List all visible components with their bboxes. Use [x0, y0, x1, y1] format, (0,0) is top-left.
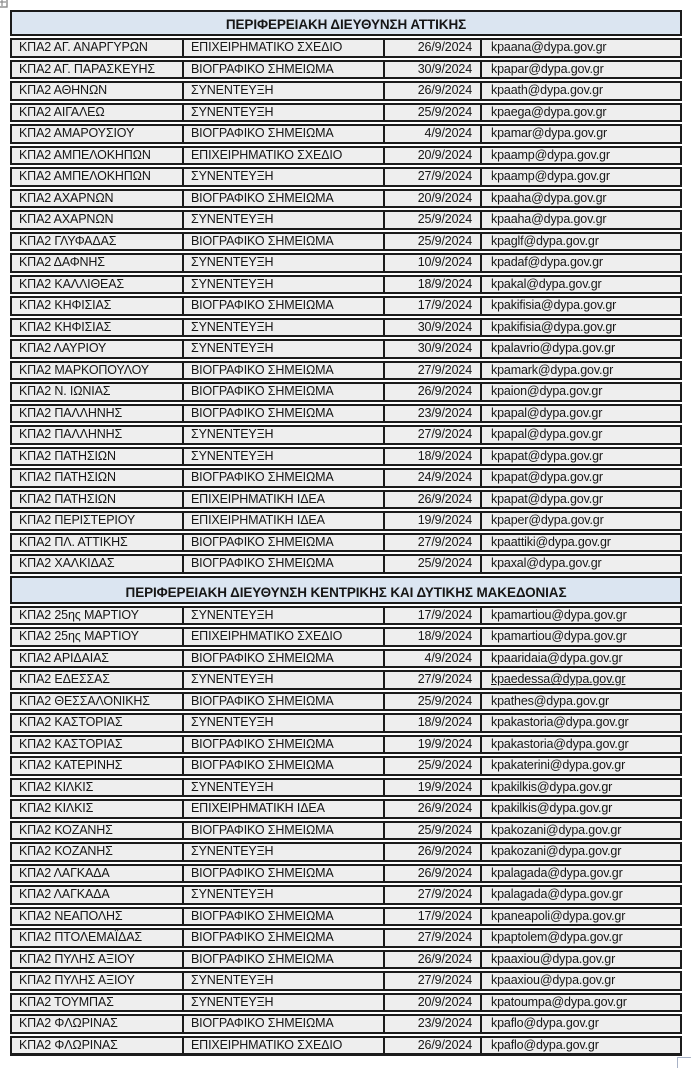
email-text: kpaega@dypa.gov.gr — [491, 104, 607, 119]
date-cell: 26/9/2024 — [383, 40, 480, 56]
email-cell — [480, 427, 680, 443]
table-row — [10, 232, 682, 252]
email-cell — [480, 556, 680, 572]
date-cell: 30/9/2024 — [383, 62, 480, 78]
email-text: kpapal@dypa.gov.gr — [491, 427, 603, 442]
email-text: kpakaterini@dypa.gov.gr — [491, 758, 626, 773]
email-text: kpaaha@dypa.gov.gr — [491, 190, 607, 205]
email-cell — [480, 513, 680, 529]
table-row — [10, 382, 682, 402]
email-cell — [480, 449, 680, 465]
email-text: kpaflo@dypa.gov.gr — [491, 1037, 599, 1052]
table-row — [10, 778, 682, 798]
email-text: kpakozani@dypa.gov.gr — [491, 844, 622, 859]
workshop-cell: ΒΙΟΓΡΑΦΙΚΟ ΣΗΜΕΙΩΜΑ — [182, 556, 383, 572]
date-cell: 26/9/2024 — [383, 844, 480, 860]
office-cell: ΚΠΑ2 ΚΑΛΛΙΘΕΑΣ — [19, 276, 124, 291]
office-cell: ΚΠΑ2 ΚΟΖΑΝΗΣ — [19, 822, 113, 837]
workshop-cell: ΕΠΙΧΕΙΡΗΜΑΤΙΚΟ ΣΧΕΔΙΟ — [182, 1038, 383, 1054]
email-text: kpaper@dypa.gov.gr — [491, 513, 604, 528]
date-cell: 17/9/2024 — [383, 608, 480, 624]
workshop-cell: ΕΠΙΧΕΙΡΗΜΑΤΙΚΗ ΙΔΕΑ — [182, 801, 383, 817]
date-cell: 20/9/2024 — [383, 191, 480, 207]
date-cell: 18/9/2024 — [383, 715, 480, 731]
office-cell: ΚΠΑ2 ΤΟΥΜΠΑΣ — [19, 994, 114, 1009]
email-text: kpakozani@dypa.gov.gr — [491, 822, 622, 837]
date-cell: 23/9/2024 — [383, 1016, 480, 1032]
table-row — [10, 928, 682, 948]
date-cell: 23/9/2024 — [383, 406, 480, 422]
office-cell: ΚΠΑ2 ΑΧΑΡΝΩΝ — [19, 190, 114, 205]
email-cell — [480, 40, 680, 56]
email-cell — [480, 973, 680, 989]
office-cell: ΚΠΑ2 ΑΘΗΝΩΝ — [19, 83, 108, 98]
email-cell — [480, 651, 680, 667]
date-cell: 25/9/2024 — [383, 694, 480, 710]
email-text: kpaaridaia@dypa.gov.gr — [491, 650, 623, 665]
office-cell: ΚΠΑ2 ΑΜΠΕΛΟΚΗΠΩΝ — [19, 147, 151, 162]
email-cell — [480, 952, 680, 968]
email-text: kpaana@dypa.gov.gr — [491, 40, 607, 55]
workshop-cell: ΒΙΟΓΡΑΦΙΚΟ ΣΗΜΕΙΩΜΑ — [182, 535, 383, 551]
office-cell: ΚΠΑ2 ΠΑΤΗΣΙΩΝ — [19, 448, 116, 463]
date-cell: 27/9/2024 — [383, 973, 480, 989]
office-cell: ΚΠΑ2 ΠΑΛΛΗΝΗΣ — [19, 427, 123, 442]
email-cell — [480, 83, 680, 99]
email-cell — [480, 406, 680, 422]
date-cell: 17/9/2024 — [383, 298, 480, 314]
email-cell — [480, 930, 680, 946]
date-cell: 25/9/2024 — [383, 234, 480, 250]
table-row — [10, 971, 682, 991]
table-row — [10, 756, 682, 776]
table-row — [10, 189, 682, 209]
workshop-cell: ΒΙΟΓΡΑΦΙΚΟ ΣΗΜΕΙΩΜΑ — [182, 758, 383, 774]
date-cell: 10/9/2024 — [383, 255, 480, 271]
table-row — [10, 554, 682, 574]
email-cell — [480, 995, 680, 1011]
email-text: kpakilkis@dypa.gov.gr — [491, 801, 613, 816]
office-cell: ΚΠΑ2 25ης ΜΑΡΤΙΟΥ — [19, 629, 139, 644]
date-cell: 19/9/2024 — [383, 513, 480, 529]
workshop-cell: ΣΥΝΕΝΤΕΥΞΗ — [182, 277, 383, 293]
workshop-cell: ΒΙΟΓΡΑΦΙΚΟ ΣΗΜΕΙΩΜΑ — [182, 930, 383, 946]
email-text: kpapat@dypa.gov.gr — [491, 491, 603, 506]
email-text: kpaaxiou@dypa.gov.gr — [491, 973, 616, 988]
table-row — [10, 253, 682, 273]
office-cell: ΚΠΑ2 ΑΓ. ΠΑΡΑΣΚΕΥΗΣ — [19, 61, 155, 76]
office-cell: ΚΠΑ2 ΦΛΩΡΙΝΑΣ — [19, 1016, 118, 1031]
workshop-cell: ΒΙΟΓΡΑΦΙΚΟ ΣΗΜΕΙΩΜΑ — [182, 866, 383, 882]
email-text: kpaglf@dypa.gov.gr — [491, 233, 599, 248]
date-cell: 27/9/2024 — [383, 427, 480, 443]
office-cell: ΚΠΑ2 ΚΗΦΙΣΙΑΣ — [19, 298, 112, 313]
date-cell: 30/9/2024 — [383, 320, 480, 336]
table-row — [10, 627, 682, 647]
workshop-cell: ΣΥΝΕΝΤΕΥΞΗ — [182, 887, 383, 903]
email-text: kpapat@dypa.gov.gr — [491, 470, 603, 485]
date-cell: 27/9/2024 — [383, 535, 480, 551]
workshop-cell: ΣΥΝΕΝΤΕΥΞΗ — [182, 320, 383, 336]
date-cell: 26/9/2024 — [383, 801, 480, 817]
email-link[interactable]: kpaedessa@dypa.gov.gr — [491, 672, 626, 687]
email-cell — [480, 909, 680, 925]
table-row — [10, 1014, 682, 1034]
office-cell: ΚΠΑ2 ΑΜΠΕΛΟΚΗΠΩΝ — [19, 169, 151, 184]
email-text: kpathes@dypa.gov.gr — [491, 693, 610, 708]
date-cell: 17/9/2024 — [383, 909, 480, 925]
email-cell — [480, 608, 680, 624]
date-cell: 27/9/2024 — [383, 169, 480, 185]
workshop-cell: ΕΠΙΧΕΙΡΗΜΑΤΙΚΗ ΙΔΕΑ — [182, 513, 383, 529]
email-text: kpamartiou@dypa.gov.gr — [491, 629, 627, 644]
table-row — [10, 404, 682, 424]
email-cell — [480, 341, 680, 357]
table-row — [10, 649, 682, 669]
date-cell: 26/9/2024 — [383, 492, 480, 508]
table-row — [10, 38, 682, 58]
office-cell: ΚΠΑ2 Ν. ΙΩΝΙΑΣ — [19, 384, 111, 399]
workshop-cell: ΣΥΝΕΝΤΕΥΞΗ — [182, 212, 383, 228]
email-cell — [480, 758, 680, 774]
office-cell: ΚΠΑ2 ΚΗΦΙΣΙΑΣ — [19, 319, 112, 334]
email-cell — [480, 320, 680, 336]
section-header-row — [10, 10, 682, 36]
office-cell: ΚΠΑ2 ΠΛ. ΑΤΤΙΚΗΣ — [19, 534, 128, 549]
table-row — [10, 146, 682, 166]
email-cell — [480, 169, 680, 185]
workshop-cell: ΒΙΟΓΡΑΦΙΚΟ ΣΗΜΕΙΩΜΑ — [182, 62, 383, 78]
office-cell: ΚΠΑ2 ΠΤΟΛΕΜΑΪΔΑΣ — [19, 930, 142, 945]
date-cell: 18/9/2024 — [383, 629, 480, 645]
email-text: kpapat@dypa.gov.gr — [491, 448, 603, 463]
email-text: kpaamp@dypa.gov.gr — [491, 169, 610, 184]
office-cell: ΚΠΑ2 ΝΕΑΠΟΛΗΣ — [19, 908, 123, 923]
table-row — [10, 361, 682, 381]
workshop-cell: ΒΙΟΓΡΑΦΙΚΟ ΣΗΜΕΙΩΜΑ — [182, 363, 383, 379]
date-cell: 25/9/2024 — [383, 758, 480, 774]
table-row — [10, 318, 682, 338]
table-row — [10, 167, 682, 187]
email-text: kpaneapoli@dypa.gov.gr — [491, 908, 626, 923]
workshop-cell: ΒΙΟΓΡΑΦΙΚΟ ΣΗΜΕΙΩΜΑ — [182, 1016, 383, 1032]
date-cell: 27/9/2024 — [383, 363, 480, 379]
date-cell: 27/9/2024 — [383, 887, 480, 903]
table-row — [10, 799, 682, 819]
office-cell: ΚΠΑ2 ΠΑΛΛΗΝΗΣ — [19, 405, 123, 420]
email-cell — [480, 535, 680, 551]
email-text: kpaptolem@dypa.gov.gr — [491, 930, 623, 945]
email-text: kpaattiki@dypa.gov.gr — [491, 534, 611, 549]
email-cell — [480, 470, 680, 486]
date-cell: 25/9/2024 — [383, 105, 480, 121]
email-cell — [480, 234, 680, 250]
office-cell: ΚΠΑ2 ΛΑΓΚΑΔΑ — [19, 865, 110, 880]
office-cell: ΚΠΑ2 ΚΙΛΚΙΣ — [19, 801, 94, 816]
workshop-cell: ΕΠΙΧΕΙΡΗΜΑΤΙΚΗ ΙΔΕΑ — [182, 492, 383, 508]
table-row — [10, 993, 682, 1013]
email-cell — [480, 384, 680, 400]
workshop-cell: ΒΙΟΓΡΑΦΙΚΟ ΣΗΜΕΙΩΜΑ — [182, 470, 383, 486]
email-text: kpakifisia@dypa.gov.gr — [491, 298, 617, 313]
workshop-cell: ΕΠΙΧΕΙΡΗΜΑΤΙΚΟ ΣΧΕΔΙΟ — [182, 40, 383, 56]
workshop-cell: ΕΠΙΧΕΙΡΗΜΑΤΙΚΟ ΣΧΕΔΙΟ — [182, 148, 383, 164]
email-text: kpakifisia@dypa.gov.gr — [491, 319, 617, 334]
table-row — [10, 1036, 682, 1057]
email-cell — [480, 844, 680, 860]
office-cell: ΚΠΑ2 ΠΥΛΗΣ ΑΞΙΟΥ — [19, 973, 135, 988]
email-cell — [480, 126, 680, 142]
table-row — [10, 103, 682, 123]
email-text: kpalavrio@dypa.gov.gr — [491, 341, 615, 356]
workshop-cell: ΣΥΝΕΝΤΕΥΞΗ — [182, 995, 383, 1011]
table-row — [10, 490, 682, 510]
email-cell — [480, 715, 680, 731]
email-cell — [480, 62, 680, 78]
table-row — [10, 275, 682, 295]
email-text: kpaamp@dypa.gov.gr — [491, 147, 610, 162]
email-text: kpalagada@dypa.gov.gr — [491, 865, 623, 880]
email-cell — [480, 801, 680, 817]
office-cell: ΚΠΑ2 ΑΜΑΡΟΥΣΙΟΥ — [19, 126, 135, 141]
date-cell: 18/9/2024 — [383, 277, 480, 293]
date-cell: 20/9/2024 — [383, 148, 480, 164]
office-cell: ΚΠΑ2 25ης ΜΑΡΤΙΟΥ — [19, 607, 139, 622]
table-row — [10, 713, 682, 733]
email-text: kpakastoria@dypa.gov.gr — [491, 736, 629, 751]
email-cell — [480, 212, 680, 228]
workshop-cell: ΣΥΝΕΝΤΕΥΞΗ — [182, 780, 383, 796]
table-row — [10, 692, 682, 712]
table-section — [10, 576, 682, 1057]
table-row — [10, 210, 682, 230]
email-text: kpalagada@dypa.gov.gr — [491, 887, 623, 902]
office-cell: ΚΠΑ2 ΠΑΤΗΣΙΩΝ — [19, 470, 116, 485]
office-cell: ΚΠΑ2 ΚΑΣΤΟΡΙΑΣ — [19, 736, 123, 751]
email-cell — [480, 363, 680, 379]
office-cell: ΚΠΑ2 ΔΑΦΝΗΣ — [19, 255, 105, 270]
table-row — [10, 821, 682, 841]
table-row — [10, 864, 682, 884]
email-text: kpaion@dypa.gov.gr — [491, 384, 603, 399]
table-row — [10, 468, 682, 488]
office-cell: ΚΠΑ2 ΑΙΓΑΛΕΩ — [19, 104, 105, 119]
workshop-cell: ΒΙΟΓΡΑΦΙΚΟ ΣΗΜΕΙΩΜΑ — [182, 909, 383, 925]
table-row — [10, 885, 682, 905]
office-cell: ΚΠΑ2 ΧΑΛΚΙΔΑΣ — [19, 556, 115, 571]
date-cell: 26/9/2024 — [383, 1038, 480, 1054]
email-text: kpaaha@dypa.gov.gr — [491, 212, 607, 227]
email-text: kpatoumpa@dypa.gov.gr — [491, 994, 627, 1009]
workshop-cell: ΒΙΟΓΡΑΦΙΚΟ ΣΗΜΕΙΩΜΑ — [182, 298, 383, 314]
date-cell: 30/9/2024 — [383, 341, 480, 357]
date-cell: 25/9/2024 — [383, 212, 480, 228]
email-text: kpaflo@dypa.gov.gr — [491, 1016, 599, 1031]
table-row — [10, 511, 682, 531]
office-cell: ΚΠΑ2 ΕΔΕΣΣΑΣ — [19, 672, 110, 687]
table-row — [10, 296, 682, 316]
office-cell: ΚΠΑ2 ΚΟΖΑΝΗΣ — [19, 844, 113, 859]
workshop-cell: ΣΥΝΕΝΤΕΥΞΗ — [182, 105, 383, 121]
table-move-handle-icon[interactable] — [0, 0, 8, 8]
email-cell — [480, 887, 680, 903]
workshop-cell: ΒΙΟΓΡΑΦΙΚΟ ΣΗΜΕΙΩΜΑ — [182, 737, 383, 753]
email-text: kpaxal@dypa.gov.gr — [491, 556, 602, 571]
email-text: kpamartiou@dypa.gov.gr — [491, 607, 627, 622]
office-cell: ΚΠΑ2 ΜΑΡΚΟΠΟΥΛΟΥ — [19, 362, 149, 377]
email-cell — [480, 277, 680, 293]
office-cell: ΚΠΑ2 ΑΧΑΡΝΩΝ — [19, 212, 114, 227]
workshop-cell: ΣΥΝΕΝΤΕΥΞΗ — [182, 341, 383, 357]
email-cell — [480, 298, 680, 314]
table-row — [10, 842, 682, 862]
date-cell: 4/9/2024 — [383, 126, 480, 142]
email-text: kpamar@dypa.gov.gr — [491, 126, 608, 141]
office-cell: ΚΠΑ2 ΑΓ. ΑΝΑΡΓΥΡΩΝ — [19, 40, 148, 55]
table-row — [10, 447, 682, 467]
workshop-cell: ΒΙΟΓΡΑΦΙΚΟ ΣΗΜΕΙΩΜΑ — [182, 694, 383, 710]
workshop-cell: ΣΥΝΕΝΤΕΥΞΗ — [182, 608, 383, 624]
section-title: ΠΕΡΙΦΕΡΕΙΑΚΗ ΔΙΕΥΘΥΝΣΗ ΑΤΤΙΚΗΣ — [225, 17, 467, 32]
email-text: kpakilkis@dypa.gov.gr — [491, 779, 613, 794]
workshop-cell: ΒΙΟΓΡΑΦΙΚΟ ΣΗΜΕΙΩΜΑ — [182, 823, 383, 839]
email-cell — [480, 823, 680, 839]
email-text: kpapal@dypa.gov.gr — [491, 405, 603, 420]
email-cell — [480, 737, 680, 753]
table-row — [10, 81, 682, 101]
email-text: kpaaxiou@dypa.gov.gr — [491, 951, 616, 966]
table-row — [10, 735, 682, 755]
office-cell: ΚΠΑ2 ΛΑΥΡΙΟΥ — [19, 341, 107, 356]
email-text: kpakastoria@dypa.gov.gr — [491, 715, 629, 730]
office-cell: ΚΠΑ2 ΦΛΩΡΙΝΑΣ — [19, 1037, 118, 1052]
date-cell: 19/9/2024 — [383, 737, 480, 753]
table-row — [10, 339, 682, 359]
email-cell — [480, 255, 680, 271]
email-cell — [480, 1038, 680, 1054]
workshop-cell: ΒΙΟΓΡΑΦΙΚΟ ΣΗΜΕΙΩΜΑ — [182, 191, 383, 207]
office-cell: ΚΠΑ2 ΚΑΣΤΟΡΙΑΣ — [19, 715, 123, 730]
email-cell — [480, 866, 680, 882]
office-cell: ΚΠΑ2 ΠΥΛΗΣ ΑΞΙΟΥ — [19, 951, 135, 966]
date-cell: 26/9/2024 — [383, 83, 480, 99]
office-cell: ΚΠΑ2 ΛΑΓΚΑΔΑ — [19, 887, 110, 902]
email-text: kpamark@dypa.gov.gr — [491, 362, 614, 377]
workshop-cell: ΣΥΝΕΝΤΕΥΞΗ — [182, 169, 383, 185]
date-cell: 19/9/2024 — [383, 780, 480, 796]
workshop-cell: ΣΥΝΕΝΤΕΥΞΗ — [182, 973, 383, 989]
date-cell: 18/9/2024 — [383, 449, 480, 465]
table-row — [10, 950, 682, 970]
table-row — [10, 606, 682, 626]
table-row — [10, 907, 682, 927]
date-cell: 4/9/2024 — [383, 651, 480, 667]
office-cell: ΚΠΑ2 ΠΑΤΗΣΙΩΝ — [19, 491, 116, 506]
workshop-cell: ΒΙΟΓΡΑΦΙΚΟ ΣΗΜΕΙΩΜΑ — [182, 952, 383, 968]
office-cell: ΚΠΑ2 ΚΑΤΕΡΙΝΗΣ — [19, 758, 123, 773]
table-resize-handle-icon[interactable] — [677, 1057, 691, 1068]
workshop-cell: ΣΥΝΕΝΤΕΥΞΗ — [182, 83, 383, 99]
date-cell: 27/9/2024 — [383, 930, 480, 946]
email-cell — [480, 694, 680, 710]
section-header-row — [10, 576, 682, 604]
office-cell: ΚΠΑ2 ΑΡΙΔΑΙΑΣ — [19, 650, 109, 665]
section-title: ΠΕΡΙΦΕΡΕΙΑΚΗ ΔΙΕΥΘΥΝΣΗ ΚΕΝΤΡΙΚΗΣ ΚΑΙ ΔΥΤΙΚΗΣ ΜΑΚΕΔΟΝΙΑΣ — [125, 584, 567, 600]
date-cell: 26/9/2024 — [383, 866, 480, 882]
date-cell: 26/9/2024 — [383, 952, 480, 968]
workshop-cell: ΕΠΙΧΕΙΡΗΜΑΤΙΚΟ ΣΧΕΔΙΟ — [182, 629, 383, 645]
date-cell: 25/9/2024 — [383, 823, 480, 839]
email-cell — [480, 191, 680, 207]
workshop-cell: ΣΥΝΕΝΤΕΥΞΗ — [182, 449, 383, 465]
email-cell — [480, 780, 680, 796]
table-row — [10, 425, 682, 445]
date-cell: 20/9/2024 — [383, 995, 480, 1011]
date-cell: 27/9/2024 — [383, 672, 480, 688]
email-text: kpapar@dypa.gov.gr — [491, 61, 604, 76]
schedule-table — [10, 10, 682, 1058]
email-text: kpadaf@dypa.gov.gr — [491, 255, 603, 270]
office-cell: ΚΠΑ2 ΓΛΥΦΑΔΑΣ — [19, 233, 117, 248]
workshop-cell: ΒΙΟΓΡΑΦΙΚΟ ΣΗΜΕΙΩΜΑ — [182, 126, 383, 142]
email-cell — [480, 1016, 680, 1032]
table-row — [10, 670, 682, 690]
workshop-cell: ΣΥΝΕΝΤΕΥΞΗ — [182, 715, 383, 731]
workshop-cell: ΒΙΟΓΡΑΦΙΚΟ ΣΗΜΕΙΩΜΑ — [182, 651, 383, 667]
email-text: kpakal@dypa.gov.gr — [491, 276, 602, 291]
workshop-cell: ΒΙΟΓΡΑΦΙΚΟ ΣΗΜΕΙΩΜΑ — [182, 406, 383, 422]
office-cell: ΚΠΑ2 ΠΕΡΙΣΤΕΡΙΟΥ — [19, 513, 136, 528]
office-cell: ΚΠΑ2 ΚΙΛΚΙΣ — [19, 779, 94, 794]
table-section — [10, 10, 682, 574]
email-cell — [480, 629, 680, 645]
date-cell: 26/9/2024 — [383, 384, 480, 400]
workshop-cell: ΣΥΝΕΝΤΕΥΞΗ — [182, 672, 383, 688]
workshop-cell: ΣΥΝΕΝΤΕΥΞΗ — [182, 427, 383, 443]
date-cell: 25/9/2024 — [383, 556, 480, 572]
table-row — [10, 124, 682, 144]
table-row — [10, 60, 682, 80]
office-cell: ΚΠΑ2 ΘΕΣΣΑΛΟΝΙΚΗΣ — [19, 693, 150, 708]
workshop-cell: ΒΙΟΓΡΑΦΙΚΟ ΣΗΜΕΙΩΜΑ — [182, 384, 383, 400]
date-cell: 24/9/2024 — [383, 470, 480, 486]
email-text: kpaath@dypa.gov.gr — [491, 83, 603, 98]
email-cell — [480, 148, 680, 164]
workshop-cell: ΣΥΝΕΝΤΕΥΞΗ — [182, 844, 383, 860]
workshop-cell: ΣΥΝΕΝΤΕΥΞΗ — [182, 255, 383, 271]
workshop-cell: ΒΙΟΓΡΑΦΙΚΟ ΣΗΜΕΙΩΜΑ — [182, 234, 383, 250]
email-cell — [480, 492, 680, 508]
email-cell — [480, 105, 680, 121]
table-row — [10, 533, 682, 553]
email-cell — [480, 672, 680, 688]
